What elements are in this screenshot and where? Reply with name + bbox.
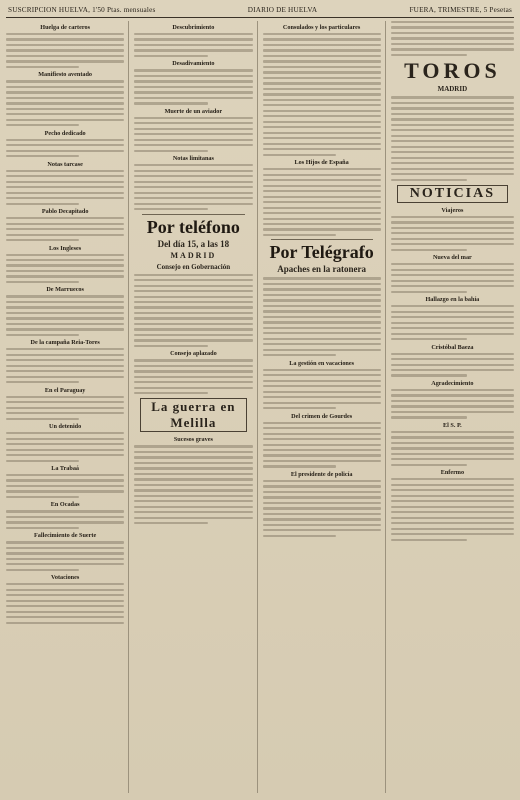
headline-pecho: Pecho dedicado [44,129,86,137]
column-2 [134,21,257,793]
box-noticias: NOTICIAS [397,185,508,203]
text-block [6,396,124,420]
text-block [391,431,514,466]
text-block [134,69,252,104]
headline-ingleses: Los Ingleses [49,244,82,252]
text-block [6,80,124,126]
headline-detenido: Un detenido [49,423,82,431]
banner-city: MADRID [170,250,217,260]
headline-consejo-aplazado: Consejo aplazado [170,350,217,358]
text-block [263,277,381,356]
headline-campana: De la campaña Reia-Tores [30,339,100,347]
text-block [391,478,514,541]
toros-title: TOROS [404,58,501,84]
headline-viajeros: Viajeros [441,206,464,214]
text-block [134,359,252,394]
text-block [6,217,124,241]
headline-notas: Notas tarcase [47,160,83,168]
headline-desadivamiento: Desadivamiento [172,60,215,68]
banner-por-telefono: Por teléfono [146,216,240,237]
text-block [391,96,514,180]
text-block [263,422,381,468]
headline-hallazgo: Hallazgo en la bahía [425,296,480,304]
text-block [263,369,381,410]
text-block [6,295,124,336]
column-4 [391,21,514,793]
headline-hijos-espana: Los Hijos de España [294,159,349,167]
masthead-center-title: DIARIO DE HUELVA [247,6,318,14]
column-1 [6,21,129,793]
text-block [134,274,252,347]
text-block [6,510,124,529]
text-block [263,33,381,156]
banner-apaches: Apaches en la ratonera [277,264,366,275]
headline-manifiesto: Manifiesto aventado [38,71,93,79]
headline-pablo: Pablo Decapitado [41,208,89,216]
banner-por-telegrafo: Por Telégrafo [269,242,374,263]
text-block [6,474,124,498]
text-block [391,353,514,377]
headline-huelga: Huelga de carteros [40,24,90,31]
box-guerra-melilla: La guerra en Melilla [140,398,246,432]
text-block [6,348,124,383]
headline-fallecimiento: Fallecimiento de Suerte [34,532,97,540]
text-block [134,117,252,152]
text-block [134,164,252,210]
column-3 [263,21,386,793]
headline-descubrimiento: Descubrimiento [172,24,215,31]
text-block [263,168,381,236]
text-block [6,33,124,68]
text-block [6,432,124,462]
headline-crimen: Del crimen de Gourdes [291,412,353,420]
headline-notas-limitanas: Notas limitanas [172,155,214,163]
headline-cristobal: Cristóbal Baeza [431,343,474,351]
headline-marruecos: De Marruecos [46,286,84,294]
divider [142,214,244,215]
text-block [134,445,252,524]
headline-enfermo: Enfermo [440,469,465,477]
headline-muerte-aviador: Muerte de un aviador [164,107,223,115]
text-block [6,254,124,284]
headline-presidente-policia: El presidente de policía [290,470,353,478]
toros-city: MADRID [437,85,468,94]
headline-paraguay: En el Paraguay [44,386,86,394]
headline-gestion: La gestión en vacaciones [289,359,355,367]
headline-sp: El S. P. [443,421,462,429]
text-block [263,480,381,537]
headline-trabaa: La Trabaá [51,465,80,472]
masthead [6,4,514,18]
headline-votaciones: Votaciones [50,574,80,582]
text-block [134,33,252,57]
text-block [391,305,514,340]
text-block [6,139,124,158]
subscription-outside: FUERA, TRIMESTRE, 5 Pesetas [409,6,512,14]
headline-agradecimiento: Agradecimiento [431,379,474,387]
text-block [391,389,514,419]
subscription-local: SUSCRIPCION HUELVA, 1'50 Ptas. mensuales [8,6,156,14]
text-block [6,583,124,624]
text-block [391,263,514,293]
headline-sucesos-graves: Sucesos graves [173,436,213,444]
headline-nueva-mar: Nueva del mar [432,254,472,262]
divider [271,239,373,240]
text-block [6,541,124,571]
text-block [6,170,124,205]
text-block [391,21,514,56]
text-block [391,216,514,251]
banner-date: Del día 15, a las 18 [157,238,230,249]
headline-ocadas: En Ocadas [50,501,80,509]
columns [6,21,514,793]
headline-consulados: Consulados y los particulares [282,24,361,31]
banner-subhead: Consejo en Gobernación [156,262,231,271]
